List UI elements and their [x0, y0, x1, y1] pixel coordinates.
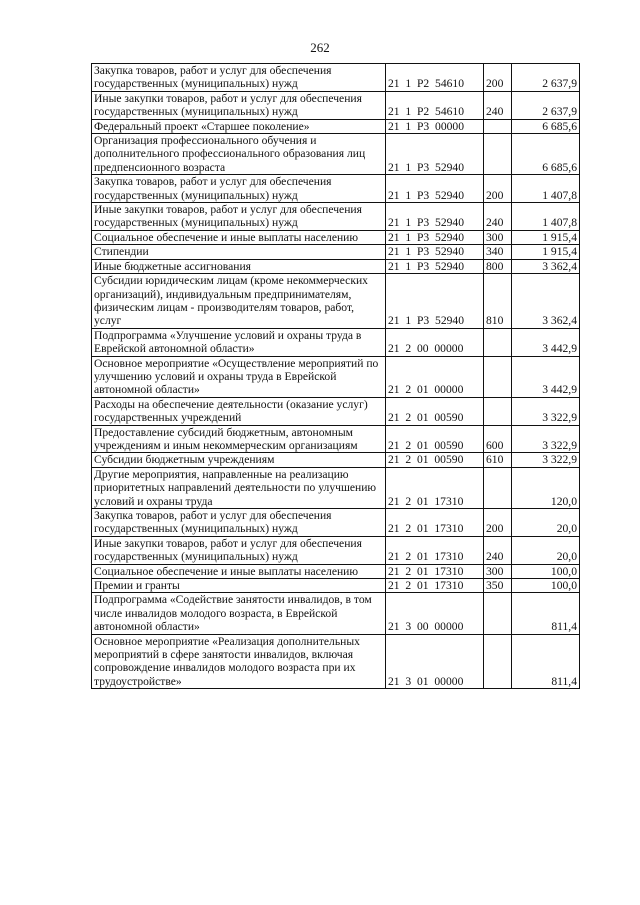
row-code-cell: 21 1 P3 52940 — [386, 230, 484, 244]
table-row — [92, 634, 580, 689]
row-code-cell: 21 1 P3 00000 — [386, 119, 484, 133]
row-name-cell: Закупка товаров, работ и услуг для обеспечения государственных (муниципальных) нужд — [92, 509, 386, 537]
row-amount-cell: 3 322,9 — [512, 453, 580, 467]
row-code-cell: 21 2 01 17310 — [386, 509, 484, 537]
row-code-cell: 21 2 01 17310 — [386, 536, 484, 564]
row-amount-cell: 811,4 — [512, 634, 580, 689]
row-code-cell: 21 2 01 00000 — [386, 356, 484, 397]
row-name-cell: Предоставление субсидий бюджетным, автономным учреждениям и иным некоммерческим организациям — [92, 425, 386, 453]
row-code-cell: 21 1 P3 52940 — [386, 274, 484, 329]
row-code-cell: 21 2 00 00000 — [386, 328, 484, 356]
row-code-cell: 21 3 01 00000 — [386, 634, 484, 689]
row-expense-type-cell — [484, 634, 512, 689]
row-name-cell: Субсидии бюджетным учреждениям — [92, 453, 386, 467]
table-row — [92, 245, 580, 259]
table-row — [92, 593, 580, 634]
row-name-cell: Федеральный проект «Старшее поколение» — [92, 119, 386, 133]
row-expense-type-cell: 240 — [484, 203, 512, 231]
row-amount-cell: 1 915,4 — [512, 230, 580, 244]
table-row — [92, 579, 580, 593]
row-code-cell: 21 1 P3 52940 — [386, 245, 484, 259]
row-name-cell: Подпрограмма «Улучшение условий и охраны труда в Еврейской автономной области» — [92, 328, 386, 356]
row-expense-type-cell: 200 — [484, 509, 512, 537]
row-expense-type-cell — [484, 593, 512, 634]
row-amount-cell: 3 442,9 — [512, 328, 580, 356]
row-code-cell: 21 1 P3 52940 — [386, 259, 484, 273]
row-code-cell: 21 2 01 17310 — [386, 467, 484, 508]
row-amount-cell: 20,0 — [512, 536, 580, 564]
table-row — [92, 134, 580, 175]
table-row — [92, 203, 580, 231]
row-code-cell: 21 2 01 17310 — [386, 579, 484, 593]
row-expense-type-cell: 800 — [484, 259, 512, 273]
row-name-cell: Основное мероприятие «Осуществление мероприятий по улучшению условий и охраны труда в Еврейской автономной области» — [92, 356, 386, 397]
row-expense-type-cell: 200 — [484, 64, 512, 92]
row-expense-type-cell: 810 — [484, 274, 512, 329]
row-name-cell: Субсидии юридическим лицам (кроме некоммерческих организаций), индивидуальным предпринимателям, физическим лицам - производителям товаров, работ, услуг — [92, 274, 386, 329]
row-expense-type-cell — [484, 134, 512, 175]
page-number: 262 — [310, 40, 330, 55]
row-expense-type-cell: 600 — [484, 425, 512, 453]
row-code-cell: 21 1 P3 52940 — [386, 134, 484, 175]
row-amount-cell: 3 362,4 — [512, 274, 580, 329]
row-amount-cell: 100,0 — [512, 579, 580, 593]
row-name-cell: Организация профессионального обучения и дополнительного профессионального образования лиц предпенсионного возраста — [92, 134, 386, 175]
table-row — [92, 397, 580, 425]
table-row — [92, 328, 580, 356]
budget-table-body — [92, 64, 580, 689]
row-expense-type-cell — [484, 119, 512, 133]
row-code-cell: 21 2 01 00590 — [386, 425, 484, 453]
table-row — [92, 119, 580, 133]
row-expense-type-cell — [484, 467, 512, 508]
row-name-cell: Иные закупки товаров, работ и услуг для обеспечения государственных (муниципальных) нужд — [92, 91, 386, 119]
table-row — [92, 175, 580, 203]
row-amount-cell: 20,0 — [512, 509, 580, 537]
row-code-cell: 21 1 P2 54610 — [386, 64, 484, 92]
table-row — [92, 467, 580, 508]
row-name-cell: Закупка товаров, работ и услуг для обеспечения государственных (муниципальных) нужд — [92, 175, 386, 203]
row-name-cell: Социальное обеспечение и иные выплаты населению — [92, 564, 386, 578]
table-row — [92, 509, 580, 537]
row-expense-type-cell — [484, 356, 512, 397]
row-amount-cell: 3 322,9 — [512, 397, 580, 425]
row-code-cell: 21 2 01 00590 — [386, 397, 484, 425]
table-row — [92, 274, 580, 329]
table-row — [92, 64, 580, 92]
row-expense-type-cell: 350 — [484, 579, 512, 593]
row-code-cell: 21 1 P3 52940 — [386, 203, 484, 231]
row-amount-cell: 2 637,9 — [512, 64, 580, 92]
row-name-cell: Иные закупки товаров, работ и услуг для обеспечения государственных (муниципальных) нужд — [92, 536, 386, 564]
table-row — [92, 259, 580, 273]
row-name-cell: Иные бюджетные ассигнования — [92, 259, 386, 273]
row-expense-type-cell: 340 — [484, 245, 512, 259]
table-row — [92, 536, 580, 564]
row-expense-type-cell: 610 — [484, 453, 512, 467]
row-amount-cell: 1 915,4 — [512, 245, 580, 259]
row-amount-cell: 6 685,6 — [512, 134, 580, 175]
row-amount-cell: 811,4 — [512, 593, 580, 634]
row-expense-type-cell: 200 — [484, 175, 512, 203]
row-amount-cell: 3 442,9 — [512, 356, 580, 397]
table-row — [92, 91, 580, 119]
table-row — [92, 453, 580, 467]
table-row — [92, 230, 580, 244]
row-expense-type-cell: 240 — [484, 91, 512, 119]
row-name-cell: Другие мероприятия, направленные на реализацию приоритетных направлений деятельности по улучшению условий и охраны труда — [92, 467, 386, 508]
row-expense-type-cell: 240 — [484, 536, 512, 564]
row-expense-type-cell — [484, 397, 512, 425]
row-name-cell: Социальное обеспечение и иные выплаты населению — [92, 230, 386, 244]
row-name-cell: Расходы на обеспечение деятельности (оказание услуг) государственных учреждений — [92, 397, 386, 425]
row-amount-cell: 3 322,9 — [512, 425, 580, 453]
table-row — [92, 356, 580, 397]
row-name-cell: Стипендии — [92, 245, 386, 259]
table-row — [92, 564, 580, 578]
row-amount-cell: 100,0 — [512, 564, 580, 578]
row-expense-type-cell — [484, 328, 512, 356]
row-name-cell: Подпрограмма «Содействие занятости инвалидов, в том числе инвалидов молодого возраста, в Еврейской автономной области» — [92, 593, 386, 634]
row-name-cell: Премии и гранты — [92, 579, 386, 593]
row-amount-cell: 1 407,8 — [512, 175, 580, 203]
row-name-cell: Иные закупки товаров, работ и услуг для обеспечения государственных (муниципальных) нужд — [92, 203, 386, 231]
row-amount-cell: 120,0 — [512, 467, 580, 508]
row-code-cell: 21 1 P3 52940 — [386, 175, 484, 203]
row-name-cell: Основное мероприятие «Реализация дополнительных мероприятий в сфере занятости инвалидов, включая сопровождение инвалидов молодого возраста при их трудоустройстве» — [92, 634, 386, 689]
row-amount-cell: 6 685,6 — [512, 119, 580, 133]
budget-table — [91, 63, 580, 689]
row-code-cell: 21 1 P2 54610 — [386, 91, 484, 119]
row-amount-cell: 2 637,9 — [512, 91, 580, 119]
row-name-cell: Закупка товаров, работ и услуг для обеспечения государственных (муниципальных) нужд — [92, 64, 386, 92]
row-code-cell: 21 2 01 17310 — [386, 564, 484, 578]
row-amount-cell: 1 407,8 — [512, 203, 580, 231]
row-amount-cell: 3 362,4 — [512, 259, 580, 273]
row-code-cell: 21 2 01 00590 — [386, 453, 484, 467]
row-code-cell: 21 3 00 00000 — [386, 593, 484, 634]
table-row — [92, 425, 580, 453]
row-expense-type-cell: 300 — [484, 230, 512, 244]
row-expense-type-cell: 300 — [484, 564, 512, 578]
